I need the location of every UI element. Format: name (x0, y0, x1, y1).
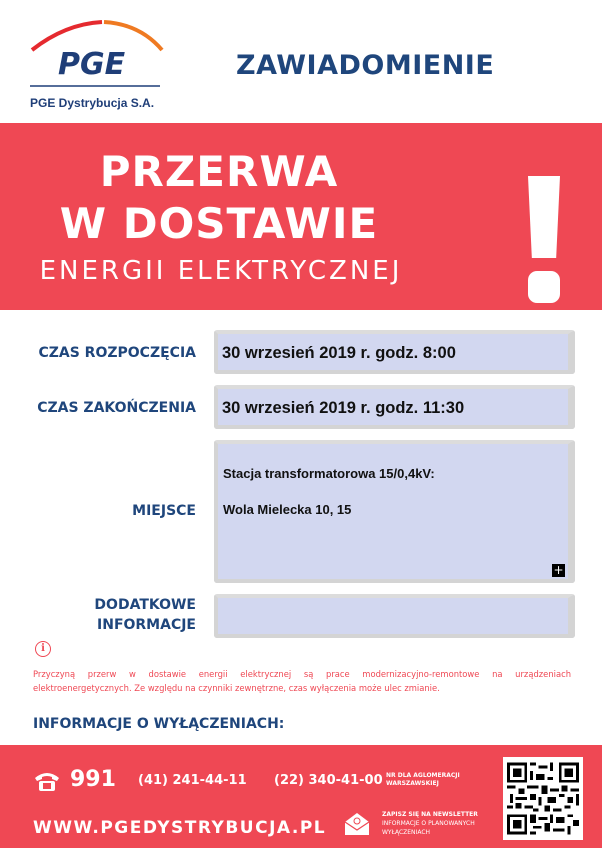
page-title: ZAWIADOMIENIE (236, 50, 495, 81)
newsletter-line-3: WYŁĄCZENIACH (382, 829, 431, 836)
info-icon: i (35, 641, 51, 657)
extra-info-label-2: INFORMACJE (97, 617, 196, 633)
phone-icon (33, 770, 61, 792)
outage-banner (0, 123, 602, 310)
place-field[interactable] (214, 440, 575, 583)
phone-number-2[interactable]: (22) 340-41-00 (274, 773, 383, 788)
phone-number-1[interactable]: (41) 241-44-11 (138, 773, 247, 788)
newsletter-line-1: ZAPISZ SIĘ NA NEWSLETTER (382, 811, 478, 818)
company-name: PGE Dystrybucja S.A. (30, 96, 155, 110)
banner-line-1: PRZERWA (99, 147, 339, 196)
emergency-number[interactable]: 991 (70, 767, 116, 792)
start-time-field[interactable] (214, 330, 575, 374)
svg-text:PGE: PGE (58, 47, 126, 82)
phone-note (386, 772, 460, 788)
qr-code-icon (507, 761, 579, 836)
outage-info-heading: INFORMACJE O WYŁĄCZENIACH: (33, 716, 285, 732)
place-line-2: Wola Mielecka 10, 15 (223, 502, 352, 517)
logo-arc-icon (20, 12, 170, 102)
end-time-value: 30 wrzesień 2019 r. godz. 11:30 (222, 399, 465, 417)
place-line-1: Stacja transformatorowa 15/0,4kV: (223, 466, 435, 481)
banner-line-2: W DOSTAWIE (59, 199, 379, 248)
banner-line-3: ENERGII ELEKTRYCZNEJ (39, 256, 403, 286)
envelope-icon (344, 812, 370, 836)
start-time-label: CZAS ROZPOCZĘCIA (38, 345, 196, 361)
newsletter-line-2: INFORMACJE O PLANOWANYCH (382, 820, 475, 827)
phone-note-line-1: NR DLA AGLOMERACJI (386, 772, 460, 779)
website-link[interactable]: WWW.PGEDYSTRYBUCJA.PL (33, 818, 327, 838)
place-label: MIEJSCE (132, 503, 196, 519)
expand-field-button[interactable]: + (553, 563, 564, 577)
phone-note-line-2: WARSZAWSKIEJ (386, 780, 439, 787)
newsletter-signup[interactable] (382, 810, 478, 837)
qr-code[interactable] (503, 757, 583, 840)
end-time-label: CZAS ZAKOŃCZENIA (37, 400, 196, 416)
start-time-value: 30 wrzesień 2019 r. godz. 8:00 (222, 344, 456, 362)
pge-logo (20, 12, 170, 112)
disclaimer-text: Przyczyną przerw w dostawie energii elektrycznej są prace modernizacyjno-remontowe na urządzeniach elektroenergetycznych. Ze względu na czynniki zewnętrzne, czas wyłączenia może ulec zmianie. (33, 669, 571, 693)
extra-info-label-1: DODATKOWE (94, 597, 196, 613)
end-time-field[interactable] (214, 385, 575, 429)
extra-info-field[interactable] (214, 594, 575, 638)
contact-footer (0, 745, 602, 848)
